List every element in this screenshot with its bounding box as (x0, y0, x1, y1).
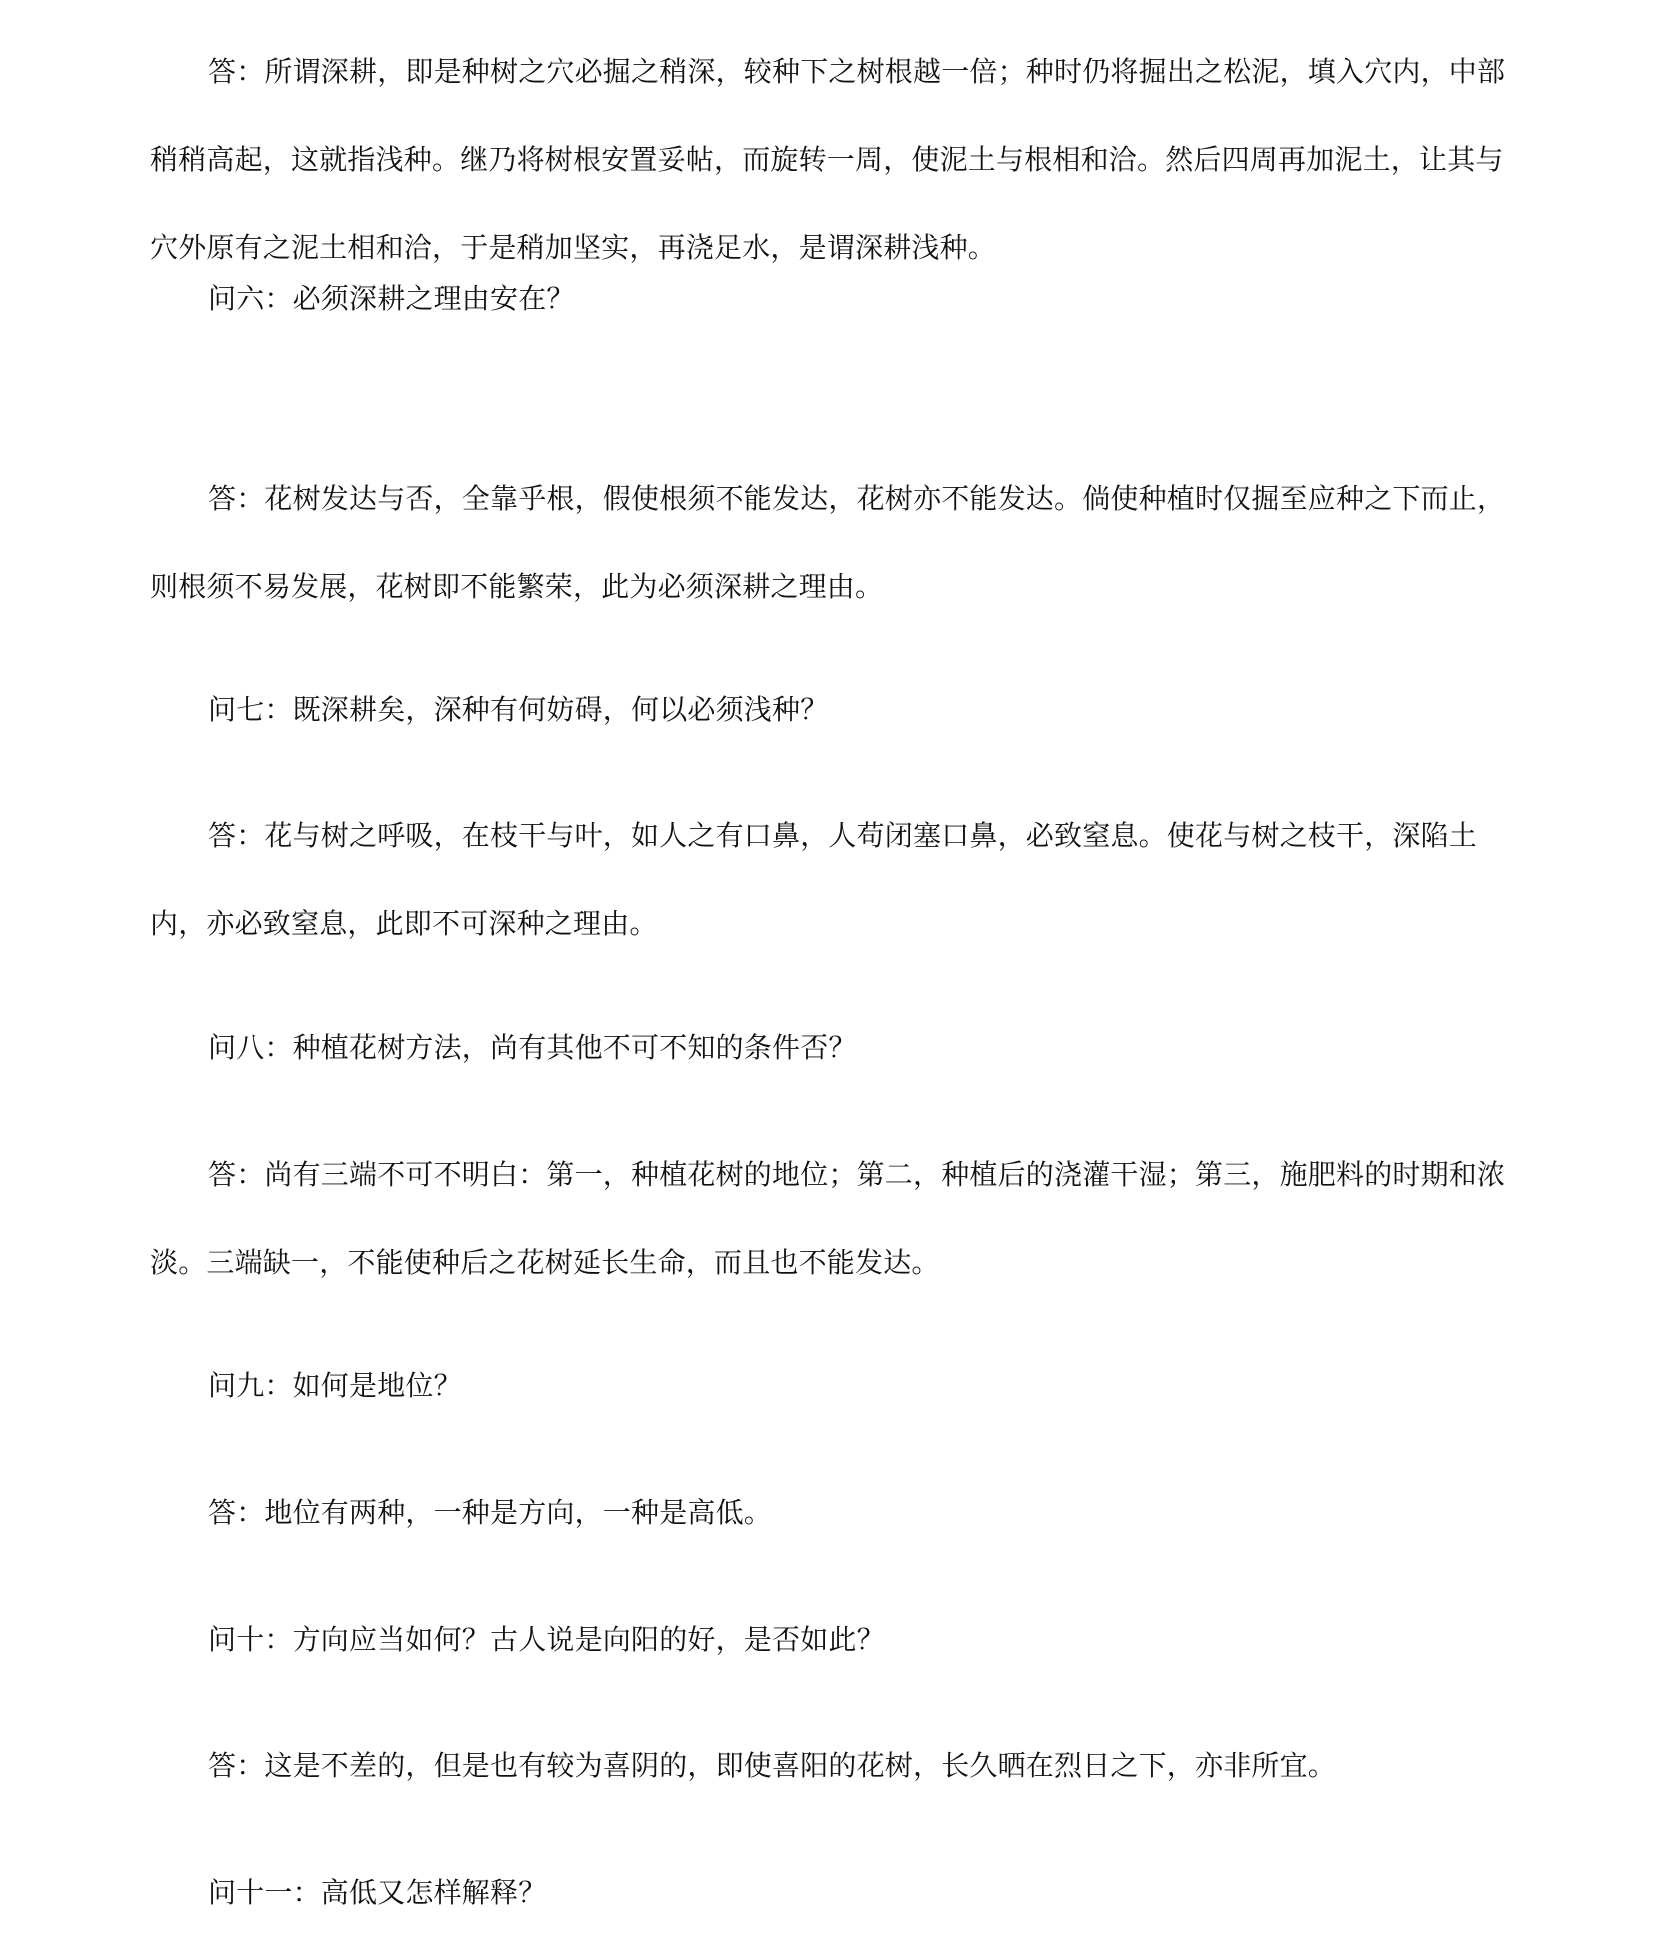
question-6: 问六：必须深耕之理由安在？ (208, 282, 575, 315)
question-8: 问八：种植花树方法，尚有其他不可不知的条件否？ (208, 1031, 857, 1064)
answer-5-paragraph: 答：所谓深耕，即是种树之穴必掘之稍深，较种下之树根越一倍；种时仍将掘出之松泥，填入穴内，中部稍稍高起，这就指浅种。继乃将树根安置妥帖，而旋转一周，使泥土与根相和洽。然后四周再加泥土，让其与穴外原有之泥土相和洽，于是稍加坚实，再浇足水，是谓深耕浅种。 (150, 55, 1506, 264)
question-11: 问十一：高低又怎样解释？ (208, 1876, 547, 1909)
answer-8-paragraph: 答：尚有三端不可不明白：第一，种植花树的地位；第二，种植后的浇灌干湿；第三，施肥料的时期和浓淡。三端缺一，不能使种后之花树延长生命，而且也不能发达。 (150, 1158, 1506, 1279)
answer-9-paragraph: 答：地位有两种，一种是方向，一种是高低。 (208, 1496, 773, 1529)
answer-6-paragraph: 答：花树发达与否，全靠乎根，假使根须不能发达，花树亦不能发达。倘使种植时仅掘至应种之下而止，则根须不易发展，花树即不能繁荣，此为必须深耕之理由。 (150, 482, 1506, 603)
answer-10-paragraph: 答：这是不差的，但是也有较为喜阴的，即使喜阳的花树，长久晒在烈日之下，亦非所宜。 (208, 1749, 1337, 1782)
answer-7-paragraph: 答：花与树之呼吸，在枝干与叶，如人之有口鼻，人苟闭塞口鼻，必致窒息。使花与树之枝干，深陷土内，亦必致窒息，此即不可深种之理由。 (150, 819, 1478, 940)
question-10: 问十：方向应当如何？古人说是向阳的好，是否如此？ (208, 1623, 885, 1656)
question-9: 问九：如何是地位？ (208, 1369, 462, 1402)
question-7: 问七：既深耕矣，深种有何妨碍，何以必须浅种？ (208, 693, 829, 726)
